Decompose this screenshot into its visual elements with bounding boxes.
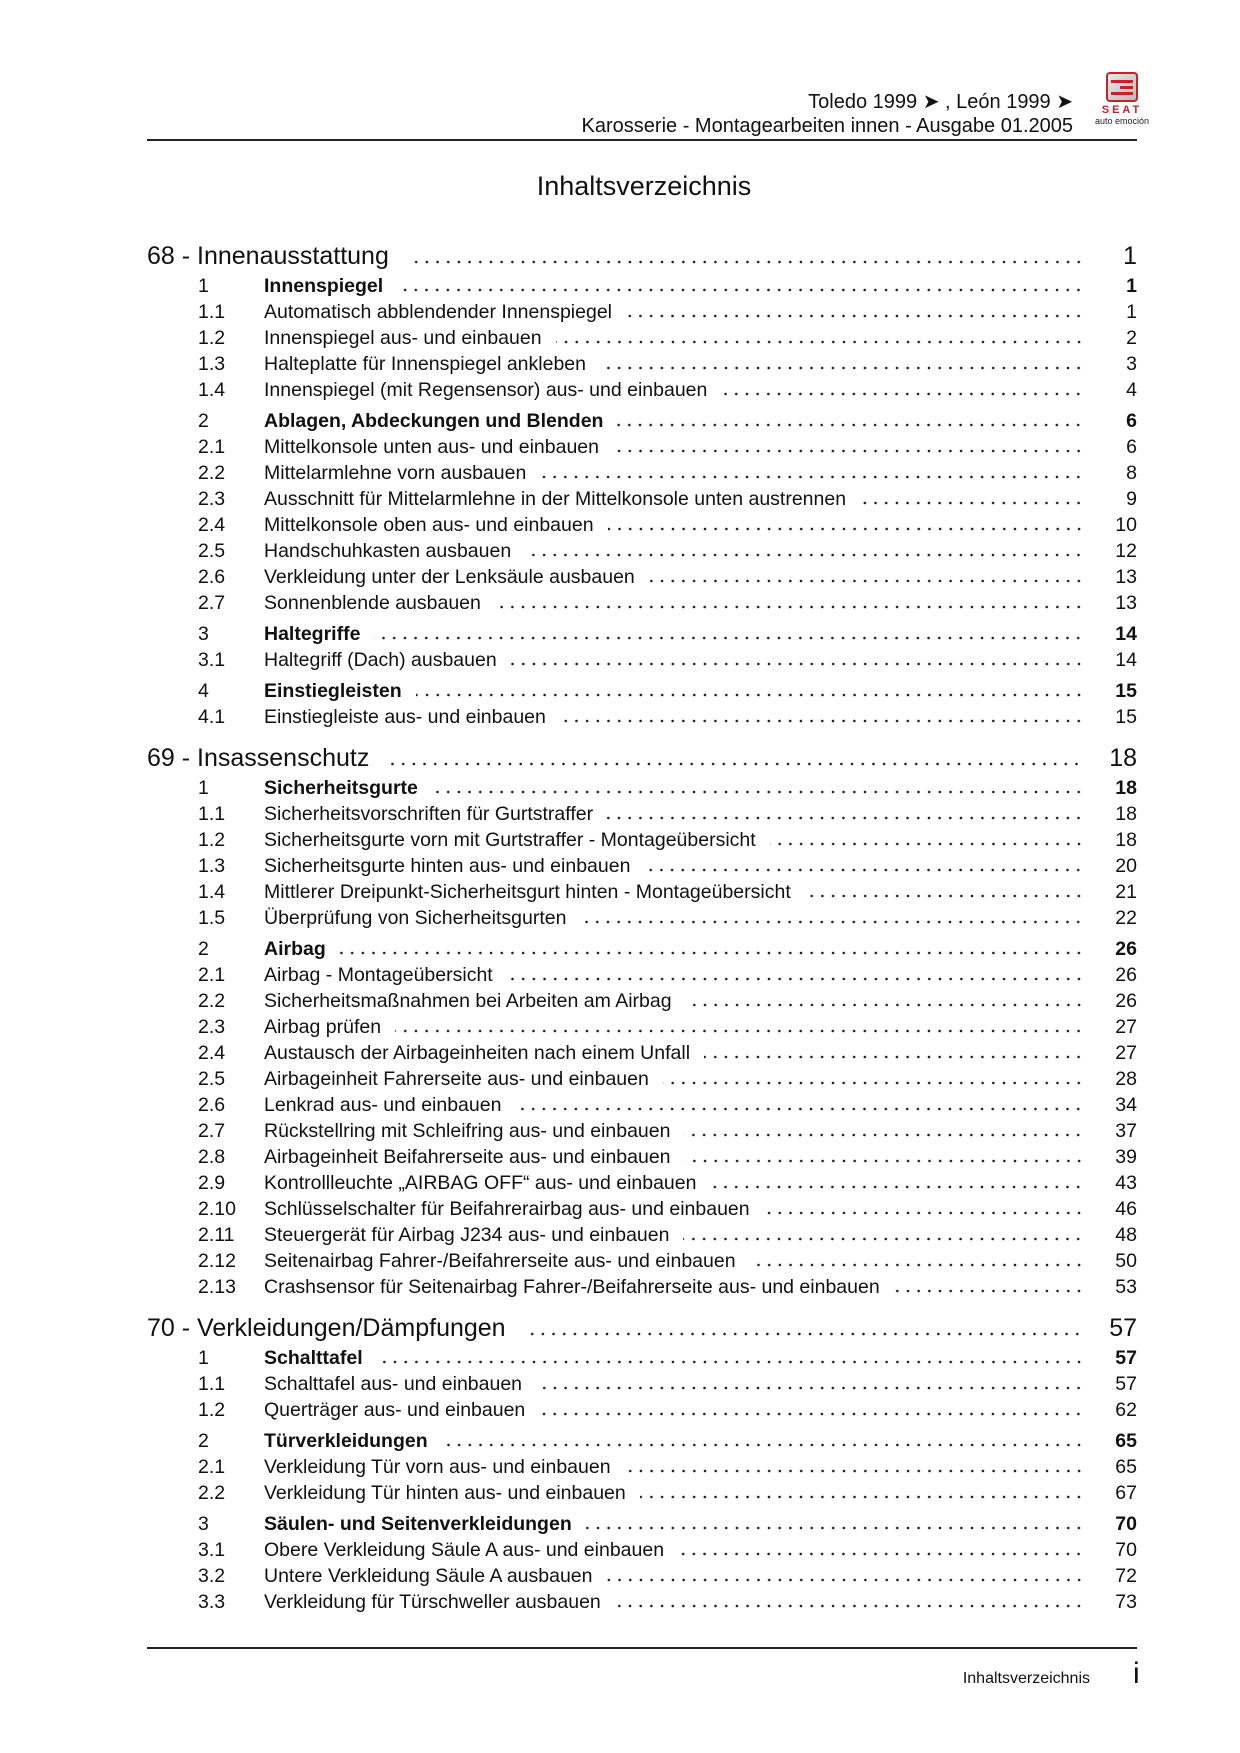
leader-dots [894,1289,1084,1293]
item-number: 2.3 [198,488,226,510]
toc-item[interactable] [147,1118,1137,1144]
leader-dots [750,1263,1084,1267]
item-number: 2.7 [198,592,226,614]
item-title: Schalttafel aus- und einbauen [264,1373,523,1395]
toc-chapter[interactable] [147,240,1137,273]
item-page: 21 [1115,881,1137,903]
leader-dots [442,1443,1084,1447]
item-number: 2.2 [198,990,226,1012]
toc-item[interactable] [147,853,1137,879]
page-header [582,90,1073,138]
item-page: 18 [1115,829,1137,851]
item-number: 3.1 [198,649,226,671]
leader-dots [540,475,1084,479]
table-of-contents [147,240,1137,1615]
section-title: Haltegriffe [264,623,361,645]
item-number: 2.1 [198,436,226,458]
leader-dots [663,1081,1084,1085]
item-number: 2.13 [198,1276,236,1298]
item-title: Airbageinheit Fahrerseite aus- und einbauen [264,1068,649,1090]
item-page: 1 [1126,301,1137,323]
item-page: 13 [1115,592,1137,614]
item-page: 70 [1115,1539,1137,1561]
item-number: 2.3 [198,1016,226,1038]
item-page: 8 [1126,462,1137,484]
toc-section[interactable] [147,1511,1137,1537]
item-page: 9 [1126,488,1137,510]
toc-section[interactable] [147,936,1137,962]
toc-item[interactable] [147,564,1137,590]
item-number: 1.1 [198,1373,226,1395]
leader-dots [607,1578,1084,1582]
leader-dots [608,527,1084,531]
chapter-title: 68 - Innenausstattung [147,242,389,270]
section-page: 6 [1126,410,1137,432]
leader-dots [539,1412,1084,1416]
item-page: 37 [1115,1120,1137,1142]
item-title: Querträger aus- und einbauen [264,1399,526,1421]
item-page: 34 [1115,1094,1137,1116]
item-title: Mittelarmlehne vorn ausbauen [264,462,527,484]
item-number: 2.4 [198,1042,226,1064]
item-page: 46 [1115,1198,1137,1220]
item-number: 1.2 [198,829,226,851]
toc-item[interactable] [147,1537,1137,1563]
leader-dots [560,719,1084,723]
leader-dots [580,920,1084,924]
item-title: Mittlerer Dreipunkt-Sicherheitsgurt hinten - Montageübersicht [264,881,791,903]
item-title: Lenkrad aus- und einbauen [264,1094,502,1116]
leader-dots [526,1332,1083,1336]
toc-item[interactable] [147,299,1137,325]
leader-dots [409,260,1084,264]
chapter-title: 70 - Verkleidungen/Dämpfungen [147,1314,506,1342]
footer-rule [147,1647,1137,1649]
item-title: Verkleidung Tür vorn aus- und einbauen [264,1456,611,1478]
section-number: 2 [198,1430,209,1452]
item-title: Sicherheitsgurte vorn mit Gurtstraffer - Montageübersicht [264,829,756,851]
item-number: 2.9 [198,1172,226,1194]
item-title: Kontrollleuchte „AIRBAG OFF“ aus- und einbauen [264,1172,697,1194]
section-page: 15 [1115,680,1137,702]
item-number: 2.10 [198,1198,236,1220]
item-page: 6 [1126,436,1137,458]
toc-item[interactable] [147,460,1137,486]
toc-section[interactable] [147,1428,1137,1454]
toc-chapter[interactable] [147,742,1137,775]
item-page: 62 [1115,1399,1137,1421]
section-title: Säulen- und Seitenverkleidungen [264,1513,572,1535]
toc-item[interactable] [147,1092,1137,1118]
item-number: 4.1 [198,706,226,728]
logo-tagline: auto emoción [1094,116,1150,126]
section-page: 14 [1115,623,1137,645]
item-number: 2.1 [198,1456,226,1478]
item-page: 28 [1115,1068,1137,1090]
toc-item[interactable] [147,434,1137,460]
leader-dots [613,449,1084,453]
toc-item[interactable] [147,590,1137,616]
item-title: Sicherheitsvorschriften für Gurtstraffer [264,803,594,825]
leader-dots [525,553,1084,557]
leader-dots [684,1133,1084,1137]
item-page: 48 [1115,1224,1137,1246]
item-title: Ausschnitt für Mittelarmlehne in der Mittelkonsole unten austrennen [264,488,847,510]
item-title: Obere Verkleidung Säule A aus- und einbauen [264,1539,665,1561]
item-page: 57 [1115,1373,1137,1395]
toc-item[interactable] [147,962,1137,988]
leader-dots [685,1159,1084,1163]
section-title: Einstiegleisten [264,680,402,702]
item-title: Verkleidung für Türschweller ausbauen [264,1591,601,1613]
toc-section[interactable] [147,1345,1137,1371]
toc-item[interactable] [147,325,1137,351]
section-page: 65 [1115,1430,1137,1452]
item-title: Seitenairbag Fahrer-/Beifahrerseite aus- und einbauen [264,1250,736,1272]
leader-dots [644,868,1084,872]
leader-dots [710,1185,1084,1189]
item-page: 10 [1115,514,1137,536]
toc-item[interactable] [147,351,1137,377]
toc-item[interactable] [147,827,1137,853]
toc-item[interactable] [147,1014,1137,1040]
header-models: Toledo 1999 ➤ , León 1999 ➤ [808,91,1073,113]
leader-dots [607,816,1084,820]
section-title: Airbag [264,938,326,960]
item-title: Austausch der Airbageinheiten nach einem Unfall [264,1042,691,1064]
section-page: 18 [1115,777,1137,799]
item-page: 27 [1115,1016,1137,1038]
leader-dots [536,1386,1084,1390]
toc-item[interactable] [147,486,1137,512]
toc-item[interactable] [147,988,1137,1014]
item-title: Airbag - Montageübersicht [264,964,493,986]
leader-dots [686,1003,1084,1007]
item-page: 4 [1126,379,1137,401]
item-number: 2.4 [198,514,226,536]
item-page: 26 [1115,990,1137,1012]
item-number: 2.6 [198,1094,226,1116]
toc-item[interactable] [147,801,1137,827]
leader-dots [770,842,1084,846]
item-title: Einstiegleiste aus- und einbauen [264,706,546,728]
leader-dots [432,790,1084,794]
section-page: 26 [1115,938,1137,960]
chapter-page: 1 [1123,242,1137,270]
leader-dots [721,392,1084,396]
leader-dots [389,762,1082,766]
item-number: 3.2 [198,1565,226,1587]
toc-item[interactable] [147,1040,1137,1066]
item-number: 1.1 [198,301,226,323]
item-number: 3.3 [198,1591,226,1613]
item-number: 2.2 [198,462,226,484]
leader-dots [678,1552,1084,1556]
section-page: 70 [1115,1513,1137,1535]
leader-dots [617,423,1084,427]
chapter-page: 57 [1109,1314,1137,1342]
item-page: 73 [1115,1591,1137,1613]
leader-dots [377,1360,1084,1364]
toc-section[interactable] [147,621,1137,647]
section-title: Ablagen, Abdeckungen und Blenden [264,410,604,432]
toc-section[interactable] [147,273,1137,299]
item-number: 1.3 [198,855,226,877]
header-rule [147,139,1137,141]
chapter-page: 18 [1109,744,1137,772]
toc-item[interactable] [147,1274,1137,1300]
item-number: 2.2 [198,1482,226,1504]
item-page: 13 [1115,566,1137,588]
item-title: Mittelkonsole oben aus- und einbauen [264,514,594,536]
section-title: Schalttafel [264,1347,363,1369]
toc-item[interactable] [147,1589,1137,1615]
leader-dots [495,605,1084,609]
leader-dots [397,288,1084,292]
leader-dots [416,693,1084,697]
item-page: 72 [1115,1565,1137,1587]
section-title: Türverkleidungen [264,1430,428,1452]
leader-dots [507,977,1084,981]
leader-dots [586,1526,1084,1530]
toc-item[interactable] [147,1397,1137,1423]
leader-dots [556,340,1084,344]
section-number: 1 [198,777,209,799]
leader-dots [640,1495,1084,1499]
item-page: 43 [1115,1172,1137,1194]
item-number: 2.8 [198,1146,226,1168]
toc-item[interactable] [147,647,1137,673]
item-number: 3.1 [198,1539,226,1561]
item-number: 1.4 [198,379,226,401]
item-title: Halteplatte für Innenspiegel ankleben [264,353,586,375]
item-page: 3 [1126,353,1137,375]
item-page: 20 [1115,855,1137,877]
leader-dots [615,1604,1084,1608]
leader-dots [374,636,1084,640]
section-title: Innenspiegel [264,275,384,297]
toc-item[interactable] [147,377,1137,403]
leader-dots [515,1107,1084,1111]
item-title: Airbageinheit Beifahrerseite aus- und einbauen [264,1146,671,1168]
item-title: Schlüsselschalter für Beifahrerairbag aus- und einbauen [264,1198,750,1220]
item-title: Untere Verkleidung Säule A ausbauen [264,1565,593,1587]
toc-item[interactable] [147,1222,1137,1248]
toc-item[interactable] [147,1066,1137,1092]
item-page: 14 [1115,649,1137,671]
item-page: 18 [1115,803,1137,825]
section-number: 4 [198,680,209,702]
section-page: 1 [1126,275,1137,297]
leader-dots [600,366,1084,370]
item-page: 12 [1115,540,1137,562]
section-number: 3 [198,623,209,645]
item-title: Innenspiegel aus- und einbauen [264,327,542,349]
item-title: Mittelkonsole unten aus- und einbauen [264,436,599,458]
logo-brand: SEAT [1101,104,1143,116]
item-page: 53 [1115,1276,1137,1298]
leader-dots [395,1029,1084,1033]
item-title: Überprüfung von Sicherheitsgurten [264,907,567,929]
page-title: Inhaltsverzeichnis [536,171,752,201]
toc-section[interactable] [147,775,1137,801]
item-title: Sicherheitsmaßnahmen bei Arbeiten am Airbag [264,990,672,1012]
item-number: 2.5 [198,540,226,562]
leader-dots [860,501,1084,505]
leader-dots [511,662,1084,666]
toc-item[interactable] [147,538,1137,564]
toc-item[interactable] [147,704,1137,730]
leader-dots [805,894,1084,898]
toc-item[interactable] [147,1563,1137,1589]
leader-dots [764,1211,1084,1215]
toc-item[interactable] [147,1454,1137,1480]
item-title: Sonnenblende ausbauen [264,592,481,614]
section-number: 2 [198,938,209,960]
footer-page-number: i [1133,1657,1140,1690]
item-page: 27 [1115,1042,1137,1064]
item-title: Verkleidung unter der Lenksäule ausbauen [264,566,635,588]
item-title: Steuergerät für Airbag J234 aus- und einbauen [264,1224,670,1246]
item-number: 2.5 [198,1068,226,1090]
leader-dots [649,579,1084,583]
toc-item[interactable] [147,1248,1137,1274]
toc-item[interactable] [147,905,1137,931]
item-number: 1.3 [198,353,226,375]
item-title: Verkleidung Tür hinten aus- und einbauen [264,1482,626,1504]
item-page: 26 [1115,964,1137,986]
item-page: 15 [1115,706,1137,728]
leader-dots [683,1237,1084,1241]
toc-item[interactable] [147,512,1137,538]
toc-item[interactable] [147,1196,1137,1222]
item-title: Automatisch abblendender Innenspiegel [264,301,613,323]
toc-item[interactable] [147,1371,1137,1397]
item-title: Haltegriff (Dach) ausbauen [264,649,497,671]
toc-item[interactable] [147,1480,1137,1506]
leader-dots [704,1055,1084,1059]
leader-dots [626,314,1084,318]
item-number: 1.2 [198,1399,226,1421]
item-title: Innenspiegel (mit Regensensor) aus- und einbauen [264,379,708,401]
item-number: 1.5 [198,907,226,929]
item-number: 2.1 [198,964,226,986]
toc-section[interactable] [147,678,1137,704]
item-page: 50 [1115,1250,1137,1272]
item-page: 67 [1115,1482,1137,1504]
item-title: Handschuhkasten ausbauen [264,540,512,562]
item-number: 1.1 [198,803,226,825]
section-number: 1 [198,275,209,297]
item-number: 1.4 [198,881,226,903]
item-page: 22 [1115,907,1137,929]
item-title: Crashsensor für Seitenairbag Fahrer-/Beifahrerseite aus- und einbauen [264,1276,880,1298]
section-title: Sicherheitsgurte [264,777,418,799]
toc-item[interactable] [147,1144,1137,1170]
item-number: 2.6 [198,566,226,588]
chapter-title: 69 - Insassenschutz [147,744,370,772]
leader-dots [340,951,1084,955]
toc-chapter[interactable] [147,1312,1137,1345]
item-page: 39 [1115,1146,1137,1168]
item-title: Airbag prüfen [264,1016,382,1038]
item-number: 2.7 [198,1120,226,1142]
item-number: 1.2 [198,327,226,349]
item-title: Rückstellring mit Schleifring aus- und einbauen [264,1120,671,1142]
item-number: 2.12 [198,1250,236,1272]
section-number: 2 [198,410,209,432]
item-page: 65 [1115,1456,1137,1478]
section-number: 3 [198,1513,209,1535]
section-page: 57 [1115,1347,1137,1369]
header-subtitle: Karosserie - Montagearbeiten innen - Ausgabe 01.2005 [581,115,1073,137]
footer-label: Inhaltsverzeichnis [962,1670,1090,1687]
item-number: 2.11 [198,1224,235,1246]
seat-logo [1086,72,1158,132]
leader-dots [625,1469,1084,1473]
toc-item[interactable] [147,879,1137,905]
section-number: 1 [198,1347,209,1369]
item-page: 2 [1126,327,1137,349]
toc-item[interactable] [147,1170,1137,1196]
seat-emblem-icon [1106,72,1138,102]
toc-section[interactable] [147,408,1137,434]
item-title: Sicherheitsgurte hinten aus- und einbauen [264,855,631,877]
